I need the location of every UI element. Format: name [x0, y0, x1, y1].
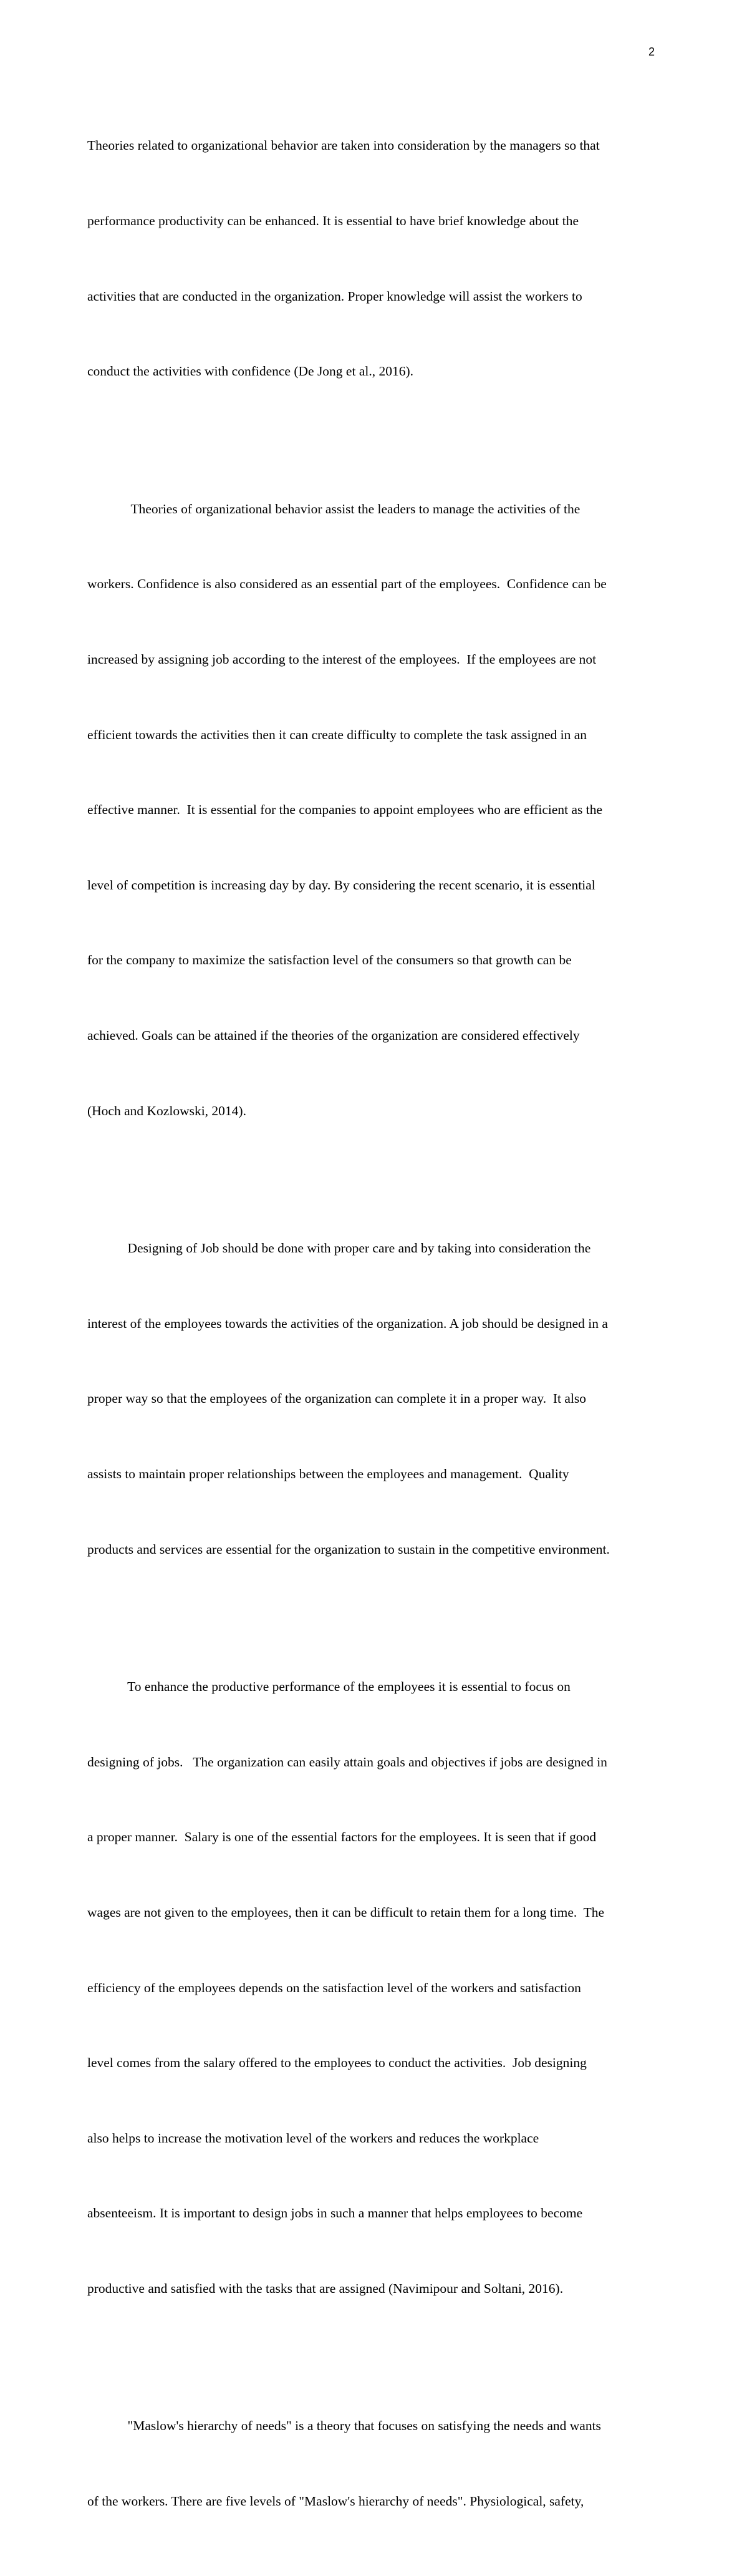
text-line: activities that are conducted in the organization. Proper knowledge will assist the workers to [87, 288, 582, 304]
text-line: (Hoch and Kozlowski, 2014). [87, 1103, 246, 1118]
text-line: for the company to maximize the satisfaction level of the consumers so that growth can be [87, 952, 572, 968]
text-line: efficiency of the employees depends on the satisfaction level of the workers and satisfaction [87, 1980, 581, 1995]
text-line: effective manner. It is essential for the companies to appoint employees who are efficient as the [87, 802, 603, 818]
text-line: a proper manner. Salary is one of the essential factors for the employees. It is seen that if good [87, 1829, 597, 1845]
paragraph-job-design [87, 1186, 656, 1612]
document-body [87, 83, 656, 2576]
text-line: Designing of Job should be done with proper care and by taking into consideration the [87, 1241, 591, 1256]
text-line: To enhance the productive performance of the employees it is essential to focus on [87, 1679, 571, 1695]
text-line: proper way so that the employees of the organization can complete it in a proper way. It also [87, 1391, 587, 1407]
text-line: "Maslow's hierarchy of needs" is a theory that focuses on satisfying the needs and wants [87, 2418, 601, 2434]
text-line: also helps to increase the motivation level of the workers and reduces the workplace [87, 2130, 539, 2146]
text-line: productive and satisfied with the tasks that are assigned (Navimipour and Soltani, 2016). [87, 2280, 564, 2296]
text-line: achieved. Goals can be attained if the theories of the organization are considered effectively [87, 1028, 580, 1043]
text-line: interest of the employees towards the activities of the organization. A job should be designed in a [87, 1315, 608, 1331]
text-line: Theories of organizational behavior assist the leaders to manage the activities of the [87, 501, 581, 516]
text-line: absenteeism. It is important to design jobs in such a manner that helps employees to become [87, 2206, 583, 2221]
text-line: workers. Confidence is also considered as an essential part of the employees. Confidence can be [87, 576, 607, 592]
text-line: assists to maintain proper relationships between the employees and management. Quality [87, 1466, 569, 1481]
text-line: level comes from the salary offered to the employees to conduct the activities. Job designing [87, 2055, 587, 2071]
paragraph-theories [87, 446, 656, 1173]
text-line: of the workers. There are five levels of "Maslow's hierarchy of needs". Physiological, safety, [87, 2494, 584, 2509]
text-line: Theories related to organizational behavior are taken into consideration by the managers so that [87, 138, 600, 153]
paragraph-maslow [87, 2363, 656, 2564]
text-line: performance productivity can be enhanced. It is essential to have brief knowledge about the [87, 213, 579, 229]
text-line: wages are not given to the employees, then it can be difficult to retain them for a long time. The [87, 1904, 605, 1920]
text-line: products and services are essential for the organization to sustain in the competitive environment. [87, 1541, 610, 1557]
paragraph-performance [87, 1624, 656, 2351]
text-line: increased by assigning job according to the interest of the employees. If the employees are not [87, 651, 597, 667]
page-number: 2 [648, 46, 655, 58]
paragraph-intro [87, 83, 656, 434]
text-line: level of competition is increasing day by day. By considering the recent scenario, it is essential [87, 877, 595, 893]
text-line: conduct the activities with confidence (De Jong et al., 2016). [87, 364, 414, 379]
text-line: designing of jobs. The organization can easily attain goals and objectives if jobs are designed in [87, 1754, 607, 1770]
text-line: efficient towards the activities then it can create difficulty to complete the task assigned in an [87, 727, 587, 742]
